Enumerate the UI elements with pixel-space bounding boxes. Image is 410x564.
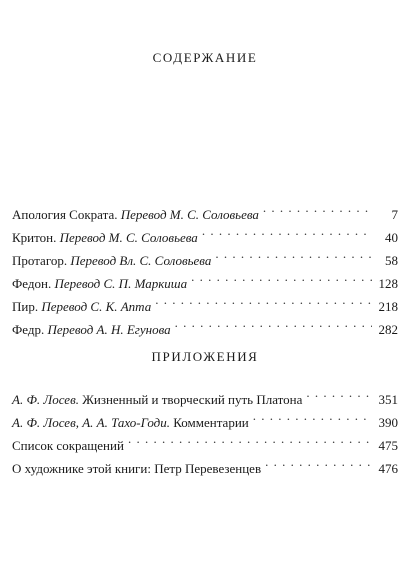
toc-entry-title: А. Ф. Лосев. Жизненный и творческий путь Платона <box>12 392 303 407</box>
toc-page-number: 128 <box>378 276 398 291</box>
table-of-contents <box>12 196 398 337</box>
leader-dots <box>155 288 372 311</box>
leader-dots <box>191 265 372 288</box>
leader-dots <box>265 450 372 473</box>
toc-entry-title: О художнике этой книги: Петр Перевезенцев <box>12 461 262 476</box>
toc-page-number: 282 <box>378 322 398 337</box>
toc-entry-apology[interactable] <box>12 196 398 222</box>
toc-entry-title: А. Ф. Лосев, А. А. Тахо-Годи. Комментарии <box>12 415 249 430</box>
appendix-entry-life-path[interactable] <box>12 381 398 407</box>
toc-entry-title: Протагор. Перевод Вл. С. Соловьева <box>12 253 212 268</box>
toc-entry-title: Федр. Перевод А. Н. Егунова <box>12 322 171 337</box>
toc-page-number: 390 <box>378 415 398 430</box>
appendix-list <box>12 381 398 476</box>
toc-page-number: 58 <box>385 253 398 268</box>
contents-heading: СОДЕРЖАНИЕ <box>152 50 258 65</box>
toc-page-number: 40 <box>385 230 398 245</box>
leader-dots <box>202 219 372 242</box>
leader-dots <box>175 311 372 334</box>
toc-entry-title: Апология Сократа. Перевод М. С. Соловьева <box>12 207 259 222</box>
toc-page-number: 475 <box>378 438 398 453</box>
leader-dots <box>263 196 372 219</box>
toc-page-number: 218 <box>378 299 398 314</box>
leader-dots <box>253 404 372 427</box>
toc-entry-title: Критон. Перевод М. С. Соловьева <box>12 230 198 245</box>
toc-entry-title: Федон. Перевод С. П. Маркиша <box>12 276 188 291</box>
toc-page-number: 7 <box>391 207 398 222</box>
toc-entry-title: Пир. Перевод С. К. Апта <box>12 299 152 314</box>
toc-entry-title: Список сокращений <box>12 438 124 453</box>
leader-dots <box>215 242 372 265</box>
appendix-heading: ПРИЛОЖЕНИЯ <box>151 349 259 364</box>
toc-page-number: 476 <box>378 461 398 476</box>
toc-page-number: 351 <box>378 392 398 407</box>
leader-dots <box>306 381 372 404</box>
leader-dots <box>128 427 372 450</box>
